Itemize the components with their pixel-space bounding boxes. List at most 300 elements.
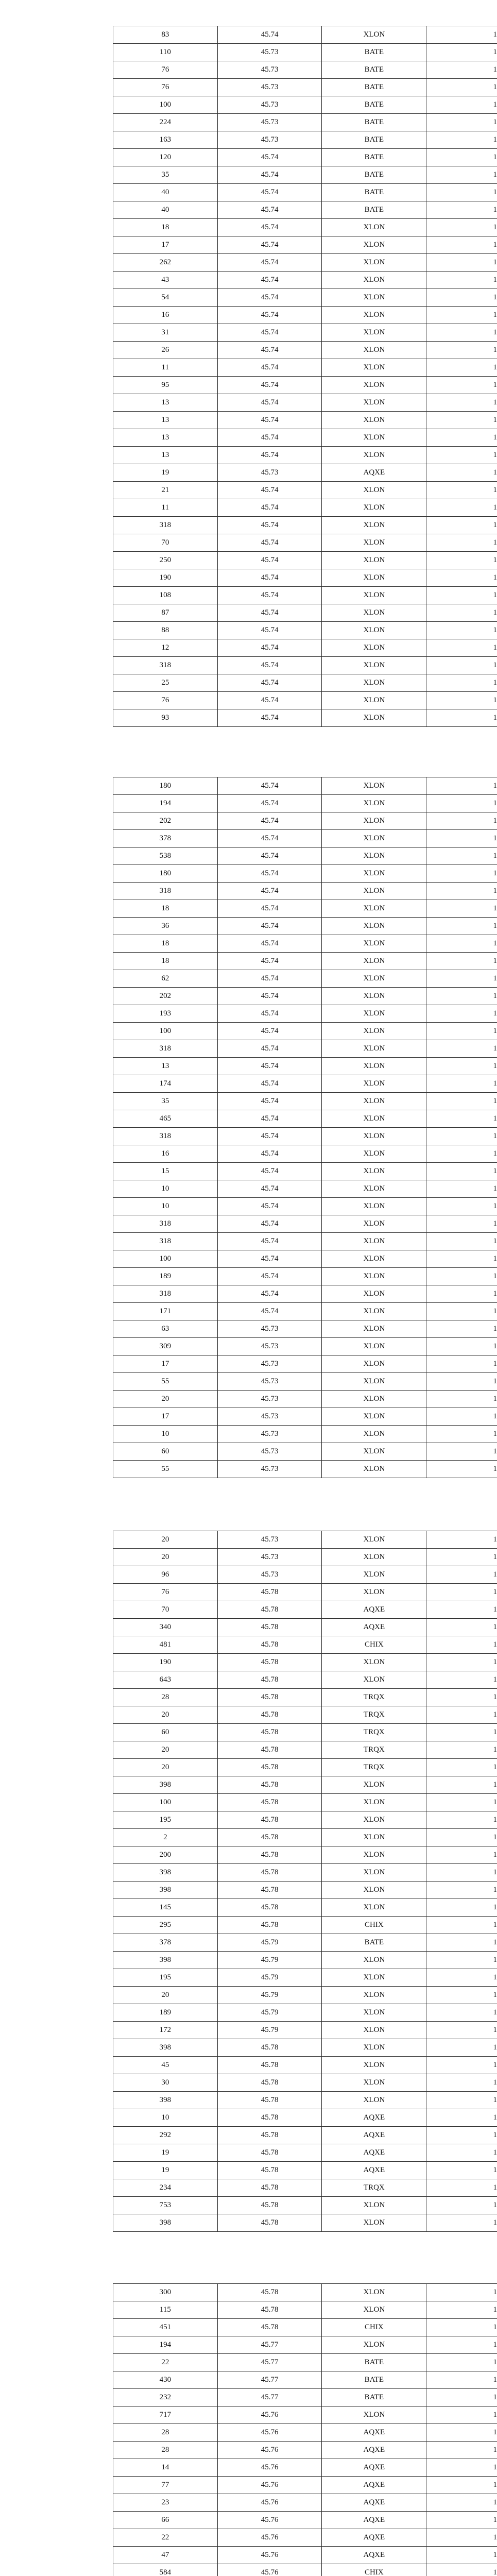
trade-table-3 xyxy=(113,1531,497,2232)
table-row xyxy=(113,184,497,201)
extra-cell: 1 xyxy=(493,1412,497,1420)
quantity-cell: 83 xyxy=(113,26,218,43)
quantity-cell: 189 xyxy=(113,2004,218,2021)
table-row xyxy=(113,2547,497,2564)
venue-cell: XLON xyxy=(322,552,426,569)
price-cell: 45.78 xyxy=(218,2162,322,2179)
quantity-cell: 100 xyxy=(113,1794,218,1811)
price-cell: 45.78 xyxy=(218,2057,322,2074)
price-cell: 45.74 xyxy=(218,26,322,43)
table-row xyxy=(113,1549,497,1566)
table-row xyxy=(113,883,497,900)
venue-cell: TRQX xyxy=(322,1706,426,1723)
price-cell: 45.78 xyxy=(218,1829,322,1846)
quantity-cell: 20 xyxy=(113,1706,218,1723)
table-row xyxy=(113,272,497,289)
quantity-cell: 2 xyxy=(113,1829,218,1846)
table-row xyxy=(113,2144,497,2162)
price-cell: 45.74 xyxy=(218,412,322,429)
extra-cell: 1 xyxy=(493,1851,497,1859)
table-row xyxy=(113,499,497,517)
extra-cell: 1 xyxy=(493,451,497,459)
table-row xyxy=(113,377,497,394)
extra-cell: 1 xyxy=(493,1132,497,1140)
venue-cell: XLON xyxy=(322,953,426,970)
quantity-cell: 145 xyxy=(113,1899,218,1916)
quantity-cell: 13 xyxy=(113,447,218,464)
quantity-cell: 70 xyxy=(113,534,218,551)
venue-cell: XLON xyxy=(322,918,426,935)
extra-cell: 1 xyxy=(493,1833,497,1841)
quantity-cell: 262 xyxy=(113,254,218,271)
venue-cell: BATE xyxy=(322,2354,426,2371)
table-row xyxy=(113,900,497,918)
price-cell: 45.78 xyxy=(218,1724,322,1741)
price-cell: 45.79 xyxy=(218,1934,322,1951)
venue-cell: AQXE xyxy=(322,1601,426,1618)
table-row xyxy=(113,1584,497,1601)
price-cell: 45.78 xyxy=(218,2144,322,2161)
extra-cell: 1 xyxy=(493,153,497,161)
table-row xyxy=(113,1601,497,1619)
venue-cell: XLON xyxy=(322,447,426,464)
price-cell: 45.76 xyxy=(218,2547,322,2564)
extra-cell: 1 xyxy=(493,556,497,564)
extra-cell: 1 xyxy=(493,171,497,179)
quantity-cell: 62 xyxy=(113,970,218,987)
extra-cell: 1 xyxy=(493,1360,497,1368)
venue-cell: AQXE xyxy=(322,2547,426,2564)
price-cell: 45.74 xyxy=(218,377,322,394)
price-cell: 45.78 xyxy=(218,1794,322,1811)
venue-cell: TRQX xyxy=(322,1689,426,1706)
price-cell: 45.73 xyxy=(218,1320,322,1337)
extra-cell: 1 xyxy=(493,2026,497,2034)
extra-cell: 1 xyxy=(493,1272,497,1280)
table-row xyxy=(113,1899,497,1917)
venue-cell: XLON xyxy=(322,254,426,271)
venue-cell: XLON xyxy=(322,2336,426,2353)
quantity-cell: 398 xyxy=(113,2039,218,2056)
extra-cell: 1 xyxy=(493,1149,497,1158)
venue-cell: XLON xyxy=(322,865,426,882)
quantity-cell: 11 xyxy=(113,499,218,516)
venue-cell: XLON xyxy=(322,1391,426,1408)
quantity-cell: 295 xyxy=(113,1917,218,1934)
extra-cell: 1 xyxy=(493,2533,497,2541)
price-cell: 45.74 xyxy=(218,1285,322,1302)
table-row xyxy=(113,2109,497,2127)
price-cell: 45.73 xyxy=(218,1391,322,1408)
quantity-cell: 13 xyxy=(113,394,218,411)
table-row xyxy=(113,848,497,865)
quantity-cell: 35 xyxy=(113,166,218,183)
price-cell: 45.74 xyxy=(218,900,322,917)
venue-cell: XLON xyxy=(322,324,426,341)
extra-cell: 1 xyxy=(493,1640,497,1649)
table-row xyxy=(113,1969,497,1987)
venue-cell: XLON xyxy=(322,1584,426,1601)
price-cell: 45.78 xyxy=(218,2214,322,2231)
quantity-cell: 47 xyxy=(113,2547,218,2564)
venue-cell: XLON xyxy=(322,1566,426,1583)
table-row xyxy=(113,464,497,482)
table-row xyxy=(113,1408,497,1426)
table-row xyxy=(113,447,497,464)
price-cell: 45.74 xyxy=(218,307,322,324)
quantity-cell: 25 xyxy=(113,674,218,691)
quantity-cell: 22 xyxy=(113,2529,218,2546)
price-cell: 45.74 xyxy=(218,394,322,411)
quantity-cell: 28 xyxy=(113,1689,218,1706)
price-cell: 45.74 xyxy=(218,534,322,551)
price-cell: 45.78 xyxy=(218,1917,322,1934)
extra-cell: 1 xyxy=(493,258,497,266)
quantity-cell: 28 xyxy=(113,2424,218,2441)
table-row xyxy=(113,429,497,447)
quantity-cell: 10 xyxy=(113,1426,218,1443)
table-row xyxy=(113,1741,497,1759)
quantity-cell: 200 xyxy=(113,1846,218,1863)
extra-cell: 1 xyxy=(493,398,497,406)
venue-cell: XLON xyxy=(322,1355,426,1372)
table-row xyxy=(113,2477,497,2494)
price-cell: 45.78 xyxy=(218,1584,322,1601)
extra-cell: 1 xyxy=(493,1079,497,1088)
quantity-cell: 40 xyxy=(113,201,218,218)
extra-cell: 1 xyxy=(493,1377,497,1385)
extra-cell: 1 xyxy=(493,2481,497,2489)
quantity-cell: 17 xyxy=(113,1408,218,1425)
table-row xyxy=(113,692,497,709)
price-cell: 45.78 xyxy=(218,1706,322,1723)
venue-cell: XLON xyxy=(322,657,426,674)
table-row xyxy=(113,587,497,604)
venue-cell: XLON xyxy=(322,2004,426,2021)
quantity-cell: 202 xyxy=(113,988,218,1005)
extra-cell: 1 xyxy=(493,1342,497,1350)
venue-cell: BATE xyxy=(322,1934,426,1951)
price-cell: 45.78 xyxy=(218,2109,322,2126)
table-row xyxy=(113,1110,497,1128)
price-cell: 45.74 xyxy=(218,604,322,621)
quantity-cell: 60 xyxy=(113,1724,218,1741)
venue-cell: XLON xyxy=(322,1864,426,1881)
venue-cell: XLON xyxy=(322,2092,426,2109)
price-cell: 45.74 xyxy=(218,342,322,359)
table-row xyxy=(113,970,497,988)
quantity-cell: 584 xyxy=(113,2564,218,2576)
venue-cell: XLON xyxy=(322,848,426,865)
price-cell: 45.74 xyxy=(218,639,322,656)
extra-cell: 1 xyxy=(493,1044,497,1053)
extra-cell: 1 xyxy=(493,1430,497,1438)
extra-cell: 1 xyxy=(493,1570,497,1579)
extra-cell: 1 xyxy=(493,1255,497,1263)
venue-cell: XLON xyxy=(322,883,426,900)
extra-cell: 1 xyxy=(493,206,497,214)
extra-cell: 1 xyxy=(493,2516,497,2524)
extra-cell: 1 xyxy=(493,1868,497,1876)
table-row xyxy=(113,219,497,236)
table-row xyxy=(113,2004,497,2022)
extra-cell: 1 xyxy=(493,679,497,687)
quantity-cell: 18 xyxy=(113,935,218,952)
extra-cell: 1 xyxy=(493,869,497,877)
table-row xyxy=(113,1285,497,1303)
table-row xyxy=(113,2564,497,2576)
extra-cell: 1 xyxy=(493,1605,497,1614)
price-cell: 45.74 xyxy=(218,830,322,847)
quantity-cell: 17 xyxy=(113,1355,218,1372)
table-row xyxy=(113,1882,497,1899)
extra-cell: 1 xyxy=(493,1693,497,1701)
quantity-cell: 110 xyxy=(113,44,218,61)
price-cell: 45.74 xyxy=(218,482,322,499)
price-cell: 45.74 xyxy=(218,1058,322,1075)
extra-cell: 1 xyxy=(493,1167,497,1175)
quantity-cell: 318 xyxy=(113,657,218,674)
price-cell: 45.77 xyxy=(218,2389,322,2406)
price-cell: 45.78 xyxy=(218,1776,322,1793)
quantity-cell: 318 xyxy=(113,1128,218,1145)
price-cell: 45.74 xyxy=(218,272,322,289)
extra-cell: 1 xyxy=(493,661,497,669)
venue-cell: AQXE xyxy=(322,2477,426,2494)
price-cell: 45.74 xyxy=(218,499,322,516)
table-row xyxy=(113,639,497,657)
price-cell: 45.74 xyxy=(218,289,322,306)
price-cell: 45.78 xyxy=(218,1654,322,1671)
table-row xyxy=(113,2406,497,2424)
price-cell: 45.78 xyxy=(218,1689,322,1706)
quantity-cell: 115 xyxy=(113,2301,218,2318)
table-row xyxy=(113,342,497,359)
quantity-cell: 174 xyxy=(113,1075,218,1092)
extra-cell: 1 xyxy=(493,1973,497,1981)
trade-table-1 xyxy=(113,26,497,727)
table-row xyxy=(113,604,497,622)
venue-cell: BATE xyxy=(322,149,426,166)
venue-cell: XLON xyxy=(322,394,426,411)
quantity-cell: 100 xyxy=(113,1023,218,1040)
table-row xyxy=(113,2039,497,2057)
extra-cell: 1 xyxy=(493,1009,497,1018)
venue-cell: XLON xyxy=(322,1531,426,1548)
table-row xyxy=(113,1619,497,1636)
extra-cell: 1 xyxy=(493,2096,497,2104)
venue-cell: XLON xyxy=(322,2301,426,2318)
quantity-cell: 87 xyxy=(113,604,218,621)
table-row xyxy=(113,2424,497,2442)
price-cell: 45.78 xyxy=(218,1759,322,1776)
extra-cell: 1 xyxy=(493,1623,497,1631)
quantity-cell: 318 xyxy=(113,1040,218,1057)
quantity-cell: 20 xyxy=(113,1391,218,1408)
table-row xyxy=(113,482,497,499)
quantity-cell: 398 xyxy=(113,1882,218,1899)
price-cell: 45.78 xyxy=(218,1882,322,1899)
venue-cell: XLON xyxy=(322,1338,426,1355)
price-cell: 45.76 xyxy=(218,2529,322,2546)
extra-cell: 1 xyxy=(493,608,497,617)
extra-cell: 1 xyxy=(493,2463,497,2471)
venue-cell: AQXE xyxy=(322,2109,426,2126)
venue-cell: XLON xyxy=(322,1882,426,1899)
table-row xyxy=(113,289,497,307)
extra-cell: 1 xyxy=(493,2113,497,2122)
price-cell: 45.74 xyxy=(218,1268,322,1285)
price-cell: 45.74 xyxy=(218,1145,322,1162)
price-cell: 45.76 xyxy=(218,2459,322,2476)
extra-cell: 1 xyxy=(493,1816,497,1824)
quantity-cell: 10 xyxy=(113,2109,218,2126)
price-cell: 45.79 xyxy=(218,2004,322,2021)
venue-cell: XLON xyxy=(322,1040,426,1057)
trade-table-4 xyxy=(113,2283,497,2576)
price-cell: 45.73 xyxy=(218,1338,322,1355)
price-cell: 45.77 xyxy=(218,2371,322,2388)
price-cell: 45.74 xyxy=(218,1110,322,1127)
venue-cell: CHIX xyxy=(322,1636,426,1653)
extra-cell: 1 xyxy=(493,626,497,634)
price-cell: 45.76 xyxy=(218,2494,322,2511)
extra-cell: 1 xyxy=(493,2218,497,2227)
table-row xyxy=(113,79,497,96)
price-cell: 45.78 xyxy=(218,1636,322,1653)
table-row xyxy=(113,1443,497,1461)
venue-cell: XLON xyxy=(322,1128,426,1145)
table-row xyxy=(113,2057,497,2074)
extra-cell: 1 xyxy=(493,2323,497,2331)
extra-cell: 1 xyxy=(493,1114,497,1123)
venue-cell: XLON xyxy=(322,1408,426,1425)
price-cell: 45.73 xyxy=(218,464,322,481)
quantity-cell: 190 xyxy=(113,1654,218,1671)
venue-cell: XLON xyxy=(322,2074,426,2091)
price-cell: 45.74 xyxy=(218,1250,322,1267)
price-cell: 45.78 xyxy=(218,1601,322,1618)
venue-cell: BATE xyxy=(322,114,426,131)
table-row xyxy=(113,2301,497,2319)
quantity-cell: 318 xyxy=(113,1215,218,1232)
quantity-cell: 20 xyxy=(113,1741,218,1758)
venue-cell: TRQX xyxy=(322,2179,426,2196)
price-cell: 45.76 xyxy=(218,2477,322,2494)
quantity-cell: 481 xyxy=(113,1636,218,1653)
venue-cell: AQXE xyxy=(322,2459,426,2476)
price-cell: 45.74 xyxy=(218,953,322,970)
table-row xyxy=(113,569,497,587)
quantity-cell: 318 xyxy=(113,1285,218,1302)
quantity-cell: 76 xyxy=(113,1584,218,1601)
venue-cell: XLON xyxy=(322,412,426,429)
extra-cell: 1 xyxy=(493,957,497,965)
price-cell: 45.73 xyxy=(218,96,322,113)
table-row xyxy=(113,988,497,1005)
quantity-cell: 18 xyxy=(113,953,218,970)
venue-cell: XLON xyxy=(322,1005,426,1022)
extra-cell: 1 xyxy=(493,974,497,982)
quantity-cell: 194 xyxy=(113,2336,218,2353)
price-cell: 45.74 xyxy=(218,1023,322,1040)
quantity-cell: 340 xyxy=(113,1619,218,1636)
quantity-cell: 180 xyxy=(113,865,218,882)
extra-cell: 1 xyxy=(493,100,497,109)
table-row xyxy=(113,1636,497,1654)
venue-cell: XLON xyxy=(322,1373,426,1390)
table-row xyxy=(113,1058,497,1075)
venue-cell: XLON xyxy=(322,900,426,917)
extra-cell: 1 xyxy=(493,2043,497,2052)
table-row xyxy=(113,26,497,44)
venue-cell: TRQX xyxy=(322,1759,426,1776)
quantity-cell: 398 xyxy=(113,1864,218,1881)
extra-cell: 1 xyxy=(493,852,497,860)
extra-cell: 1 xyxy=(493,2306,497,2314)
extra-cell: 1 xyxy=(493,118,497,126)
venue-cell: AQXE xyxy=(322,1619,426,1636)
table-row xyxy=(113,1005,497,1023)
table-row xyxy=(113,1040,497,1058)
table-row xyxy=(113,2459,497,2477)
venue-cell: XLON xyxy=(322,2284,426,2301)
quantity-cell: 54 xyxy=(113,289,218,306)
extra-cell: 1 xyxy=(493,363,497,371)
venue-cell: XLON xyxy=(322,604,426,621)
extra-cell: 1 xyxy=(493,2498,497,2506)
extra-cell: 1 xyxy=(493,2428,497,2436)
venue-cell: XLON xyxy=(322,1846,426,1863)
table-row xyxy=(113,1654,497,1671)
extra-cell: 1 xyxy=(493,1447,497,1455)
extra-cell: 1 xyxy=(493,1290,497,1298)
extra-cell: 1 xyxy=(493,2166,497,2174)
table-row xyxy=(113,1864,497,1882)
table-row xyxy=(113,1233,497,1250)
extra-cell: 1 xyxy=(493,2376,497,2384)
venue-cell: AQXE xyxy=(322,2512,426,2529)
venue-cell: XLON xyxy=(322,236,426,253)
table-row xyxy=(113,1846,497,1864)
table-row xyxy=(113,1215,497,1233)
table-row xyxy=(113,394,497,412)
venue-cell: XLON xyxy=(322,1987,426,2004)
table-row xyxy=(113,1917,497,1934)
price-cell: 45.73 xyxy=(218,131,322,148)
extra-cell: 1 xyxy=(493,2568,497,2576)
table-row xyxy=(113,1128,497,1145)
quantity-cell: 378 xyxy=(113,1934,218,1951)
extra-cell: 1 xyxy=(493,1886,497,1894)
quantity-cell: 19 xyxy=(113,464,218,481)
extra-cell: 1 xyxy=(493,643,497,652)
quantity-cell: 234 xyxy=(113,2179,218,2196)
quantity-cell: 171 xyxy=(113,1303,218,1320)
extra-cell: 1 xyxy=(493,1553,497,1561)
extra-cell: 1 xyxy=(493,2131,497,2139)
price-cell: 45.73 xyxy=(218,44,322,61)
table-row xyxy=(113,44,497,61)
quantity-cell: 22 xyxy=(113,2354,218,2371)
extra-cell: 1 xyxy=(493,782,497,790)
price-cell: 45.74 xyxy=(218,1303,322,1320)
price-cell: 45.73 xyxy=(218,1531,322,1548)
venue-cell: AQXE xyxy=(322,2162,426,2179)
table-row xyxy=(113,2284,497,2301)
extra-cell: 1 xyxy=(493,2551,497,2559)
price-cell: 45.74 xyxy=(218,1075,322,1092)
